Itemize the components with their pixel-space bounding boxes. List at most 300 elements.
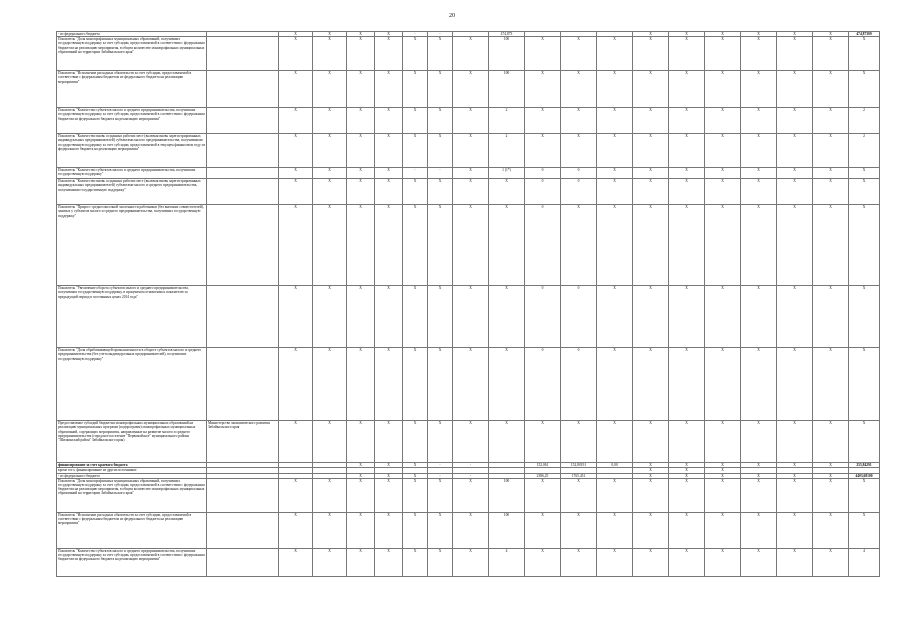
responsible-executor: Министерство экономического развития Забайкальского края [207,421,279,463]
row-description: - из федерального бюджета [57,473,207,478]
responsible-executor [207,512,279,548]
table-cell: Х [705,134,741,168]
table-cell: Х [633,108,669,134]
table-cell: Х [705,478,741,512]
table-cell: Х [347,179,375,205]
table-cell: Х [313,348,347,421]
table-cell: Х [849,179,880,205]
table-cell: Х [347,168,375,179]
table-cell: Х [313,478,347,512]
table-cell: Х [813,37,849,71]
table-cell: Х [313,205,347,286]
table-cell: Х [428,348,453,421]
table-cell: Х [403,478,428,512]
table-cell: Х [279,548,313,576]
row-description: Показатель "Доля монопрофильных муниципальных образований, получивших государственную поддержку за счет субсидии, предоставляемой в соответствии с федеральным бюджетом на реализацию мероприятия, в общем количестве монопрофильных муниципальных образований на территории Забайкальского края" [57,37,207,71]
table-cell: Х [741,348,777,421]
table-cell: Х [813,548,849,576]
table-cell: Х [375,463,403,468]
table-cell: Х [741,478,777,512]
table-cell: Х [705,32,741,37]
row-description: Показатель "Исполнение расходных обязательств за счет субсидии, предоставляемой в соответствии с федеральным бюджетом из федерального бюджета на реализацию мероприятия" [57,512,207,548]
table-cell: Х [279,179,313,205]
table-cell: Х [279,32,313,37]
table-row [57,179,880,205]
table-cell: 100 [489,478,525,512]
page-number: 20 [449,13,455,19]
table-cell: Х [741,473,777,478]
table-row [57,205,880,286]
table-cell: Х [849,512,880,548]
table-cell: 0 [525,348,561,421]
table-cell: Х [705,512,741,548]
table-cell: Х [279,71,313,108]
table-cell: Х [597,205,633,286]
table-cell: Х [279,108,313,134]
table-cell: 4 [849,548,880,576]
table-cell: Х [741,548,777,576]
table-cell: 1765,431 [561,473,597,478]
responsible-executor [207,134,279,168]
table-cell: 1 (1*) [489,168,525,179]
table-cell: Х [849,478,880,512]
table-cell: Х [375,348,403,421]
table-cell: Х [403,286,428,348]
table-cell: Х [525,71,561,108]
row-description: Показатель "Количество вновь созданных рабочих мест (включая вновь зарегистрированных индивидуальных предпринимателей) субъектами малого и среднего предпринимательства, получившими государственную поддержку" [57,179,207,205]
table-cell: Х [347,348,375,421]
table-cell: Х [669,37,705,71]
table-cell: - [403,168,428,179]
table-cell: Х [403,348,428,421]
table-cell: Х [777,348,813,421]
table-cell: Х [849,71,880,108]
table-cell: 2 [489,134,525,168]
table-cell: Х [428,548,453,576]
table-cell: Х [633,71,669,108]
table-cell: Х [813,179,849,205]
table-cell: Х [633,463,669,468]
row-description: Предоставление субсидий бюджетам монопрофильных муниципальных образований на реализацию муниципальных программ (подпрограмм) монопрофильных муниципальных образований, содержащих мероприятия, направленные на развитие малого и среднего предпринимательства (городское поселение "Первомайское" муниципального района "Шилкинский район" Забайкальского края) [57,421,207,463]
table-cell: - [403,32,428,37]
table-cell: Х [453,548,489,576]
table-cell: 4403,68100 [849,473,880,478]
table-cell: 4 [489,548,525,576]
table-row [57,421,880,463]
responsible-executor [207,168,279,179]
table-cell: Х [741,179,777,205]
table-cell: Х [669,179,705,205]
table-cell: Х [813,348,849,421]
table-cell: Х [633,168,669,179]
table-cell: Х [347,286,375,348]
table-cell: Х [777,286,813,348]
table-cell: Х [705,473,741,478]
table-cell: Х [777,179,813,205]
table-cell: Х [428,205,453,286]
table-row [57,348,880,421]
table-cell: Х [849,348,880,421]
table-cell: Х [428,108,453,134]
table-cell: Х [669,548,705,576]
table-cell: Х [375,168,403,179]
table-cell: Х [669,71,705,108]
row-description: Показатель "Прирост среднесписочной численности работников (без внешних совместителей), занятых у субъектов малого и среднего предпринимательства, получивших государственную поддержку" [57,205,207,286]
table-cell: Х [597,421,633,463]
table-cell: Х [669,134,705,168]
table-cell: Х [453,421,489,463]
table-row [57,512,880,548]
table-cell: 2 [849,134,880,168]
table-cell: Х [375,548,403,576]
table-cell: Х [633,421,669,463]
table-cell: Х [313,168,347,179]
table-cell: Х [633,205,669,286]
table-cell: Х [633,286,669,348]
table-cell: Х [813,286,849,348]
table-cell: Х [403,548,428,576]
table-cell: Х [741,205,777,286]
table-cell: Х [489,205,525,286]
table-cell: Х [741,37,777,71]
table-cell: Х [279,512,313,548]
responsible-executor [207,205,279,286]
table-cell: Х [741,71,777,108]
responsible-executor [207,548,279,576]
table-cell: Х [705,286,741,348]
table-cell: Х [597,548,633,576]
table-cell: Х [489,286,525,348]
table-cell: - [428,473,453,478]
row-description: кроме того, финансирование из других источников: [57,468,207,473]
table-cell: Х [561,108,597,134]
table-row [57,478,880,512]
table-row [57,108,880,134]
table-cell: Х [313,179,347,205]
table-cell: Х [347,134,375,168]
table-cell: Х [525,548,561,576]
table-cell: Х [347,473,375,478]
table-cell: Х [403,463,428,468]
table-cell: Х [375,71,403,108]
table-cell: Х [705,348,741,421]
table-cell: Х [849,286,880,348]
table-cell: Х [403,473,428,478]
table-cell: Х [313,512,347,548]
row-description: Показатель "Количество субъектов малого и среднего предпринимательства, получивших государственную поддержку" [57,168,207,179]
table-cell: Х [347,71,375,108]
table-cell: Х [375,32,403,37]
responsible-executor [207,179,279,205]
table-cell: Х [777,421,813,463]
table-cell: Х [375,37,403,71]
table-cell: Х [313,134,347,168]
table-cell: Х [375,134,403,168]
program-table [56,31,880,577]
table-cell: Х [428,478,453,512]
table-cell: Х [375,108,403,134]
table-cell: Х [597,478,633,512]
table-cell: Х [705,421,741,463]
table-cell: Х [813,473,849,478]
table-cell: 0 [561,179,597,205]
table-row [57,548,880,576]
table-cell: Х [347,478,375,512]
table-cell: Х [375,205,403,286]
row-description: - из федерального бюджета [57,32,207,37]
table-cell: Х [347,512,375,548]
table-row [57,37,880,71]
table-cell: Х [669,478,705,512]
row-description: Показатель "Доля обрабатывающей промышленности в обороте субъектов малого и среднего предпринимательства (без учета индивидуальных предпринимателей), получивших государственную поддержку" [57,348,207,421]
table-cell: Х [705,168,741,179]
table-cell: Х [347,463,375,468]
table-cell: Х [597,179,633,205]
table-cell: Х [403,512,428,548]
table-cell: 0 [561,286,597,348]
table-cell: Х [741,134,777,168]
table-cell: Х [813,512,849,548]
table-cell: Х [403,179,428,205]
table-cell: Х [813,463,849,468]
table-cell: 100 [489,512,525,548]
table-cell: Х [813,108,849,134]
table-cell: Х [375,512,403,548]
table-cell: Х [777,548,813,576]
table-cell: Х [777,473,813,478]
row-description: Показатель "Количество субъектов малого и среднего предпринимательства, получивших государственную поддержку за счет субсидии, предоставляемой в соответствии с федеральным бюджетом из федерального бюджета на реализацию мероприятия" [57,108,207,134]
table-cell: Х [705,108,741,134]
table-cell: Х [669,32,705,37]
table-cell: Х [633,468,669,473]
table-cell: 474,873 [489,32,525,37]
table-row [57,168,880,179]
table-cell: Х [633,473,669,478]
table-cell: Х [705,468,741,473]
table-cell: Х [705,205,741,286]
table-cell: Х [525,37,561,71]
table-cell: Х [375,478,403,512]
table-cell: Х [777,478,813,512]
table-cell: 255,84291 [849,463,880,468]
table-cell: Х [597,71,633,108]
table-cell: Х [669,421,705,463]
table-cell: Х [489,421,525,463]
table-cell: Х [403,134,428,168]
responsible-executor [207,71,279,108]
row-description: финансирование за счет краевого бюджета [57,463,207,468]
table-cell: Х [279,37,313,71]
table-cell: Х [597,37,633,71]
table-cell: 0 [561,168,597,179]
table-cell: Х [375,179,403,205]
table-cell: Х [279,168,313,179]
table-cell: Х [777,512,813,548]
table-cell: Х [428,286,453,348]
table-cell: Х [705,548,741,576]
table-cell: Х [813,478,849,512]
table-cell: Х [313,108,347,134]
table-cell: 0 [561,348,597,421]
table-cell: Х [741,421,777,463]
table-cell: Х [813,205,849,286]
table-cell: - [428,168,453,179]
table-cell: Х [849,37,880,71]
table-cell: Х [313,286,347,348]
table-cell: Х [669,512,705,548]
table-cell: Х [669,205,705,286]
table-cell: Х [428,134,453,168]
table-cell: Х [279,134,313,168]
table-cell: Х [279,348,313,421]
table-cell: 0 [525,179,561,205]
table-cell: Х [525,108,561,134]
table-cell: Х [633,348,669,421]
responsible-executor [207,108,279,134]
table-cell: Х [375,473,403,478]
table-cell: Х [597,108,633,134]
table-cell: Х [741,463,777,468]
table-cell: Х [741,512,777,548]
responsible-executor [207,478,279,512]
table-cell: Х [453,286,489,348]
table-cell: Х [777,108,813,134]
table-cell: Х [453,179,489,205]
table-cell: Х [633,512,669,548]
table-cell: Х [453,205,489,286]
table-cell: Х [347,32,375,37]
table-cell: Х [669,286,705,348]
row-description: Показатель "Увеличение оборота субъектов малого и среднего предпринимательства, получивших государственную поддержку, в процентном отношении к показателю за предыдущий период в постоянных ценах 2014 года" [57,286,207,348]
table-cell: Х [669,468,705,473]
table-cell: Х [777,37,813,71]
table-cell: Х [279,421,313,463]
table-cell: Х [279,286,313,348]
table-cell: Х [489,348,525,421]
table-cell: Х [777,134,813,168]
row-description: Показатель "Количество субъектов малого и среднего предпринимательства, получивших государственную поддержку за счет субсидии, предоставляемой в соответствии с федеральным бюджетом из федерального бюджета на реализацию мероприятия" [57,548,207,576]
table-cell: 152,80191 [561,463,597,468]
table-cell: 2 [849,108,880,134]
table-cell: - [453,473,489,478]
responsible-executor [207,348,279,421]
table-cell: Х [375,286,403,348]
table-cell: Х [453,348,489,421]
table-cell: Х [597,286,633,348]
table-cell: 2386,25 [525,473,561,478]
table-cell: Х [633,478,669,512]
table-cell: Х [633,179,669,205]
table-cell: Х [347,548,375,576]
table-cell: Х [705,463,741,468]
table-cell: Х [403,421,428,463]
table-cell: Х [777,32,813,37]
table-cell: Х [849,168,880,179]
table-cell: Х [813,421,849,463]
table-cell: Х [777,205,813,286]
table-cell: Х [813,134,849,168]
table-cell: Х [741,286,777,348]
table-cell: Х [741,168,777,179]
table-cell: 0,00 [597,463,633,468]
table-cell: Х [561,548,597,576]
table-cell: Х [741,32,777,37]
table-cell: Х [403,71,428,108]
table-cell: Х [813,168,849,179]
table-cell: 0 [525,168,561,179]
table-cell: Х [347,37,375,71]
table-cell: Х [453,108,489,134]
table-cell: Х [849,205,880,286]
table-cell: Х [428,179,453,205]
table-cell: Х [669,348,705,421]
table-cell: Х [597,348,633,421]
table-cell: Х [561,205,597,286]
table-cell: 100 [489,71,525,108]
table-cell: Х [428,37,453,71]
table-cell: Х [705,71,741,108]
table-cell: Х [633,134,669,168]
table-cell: Х [849,421,880,463]
table-cell: Х [313,548,347,576]
table-cell: Х [428,421,453,463]
row-description: Показатель "Исполнение расходных обязательств за счет субсидии, предоставляемой в соответствии с федеральным бюджетом из федерального бюджета на реализацию мероприятия" [57,71,207,108]
row-description: Показатель "Количество вновь созданных рабочих мест (включая вновь зарегистрированных индивидуальных предпринимателей) субъектами малого предпринимательства, получившими государственную поддержку за счет субсидии, предоставляемой в текущем финансовом году из федерального бюджета на реализацию мероприятия" [57,134,207,168]
table-cell: Х [403,108,428,134]
table-cell: 100 [489,37,525,71]
table-cell: Х [669,473,705,478]
table-cell: Х [741,108,777,134]
table-cell: Х [279,478,313,512]
table-cell: 0 [525,205,561,286]
table-cell: Х [453,512,489,548]
table-cell: Х [597,512,633,548]
table-cell: Х [313,421,347,463]
table-cell: Х [633,37,669,71]
table-cell: Х [597,134,633,168]
table-cell: Х [777,463,813,468]
table-cell: Х [561,37,597,71]
table-row [57,286,880,348]
table-cell: Х [428,512,453,548]
table-cell: Х [375,421,403,463]
table-cell: Х [347,421,375,463]
table-cell: Х [313,37,347,71]
table-row [57,71,880,108]
table-cell: Х [561,478,597,512]
table-cell: 152,061 [525,463,561,468]
table-cell: Х [279,205,313,286]
table-cell: Х [313,71,347,108]
table-cell: Х [669,463,705,468]
table-cell: Х [453,71,489,108]
table-cell: Х [453,134,489,168]
table-cell: Х [669,168,705,179]
table-cell: Х [705,179,741,205]
responsible-executor [207,286,279,348]
table-row [57,134,880,168]
table-cell: 0 [525,286,561,348]
table-cell: Х [669,108,705,134]
table-cell: - [428,32,453,37]
table-cell: Х [777,71,813,108]
table-cell: Х [525,478,561,512]
table-cell: Х [525,421,561,463]
table-cell: Х [403,37,428,71]
table-cell: Х [633,548,669,576]
table-cell: Х [347,108,375,134]
table-cell: Х [313,32,347,37]
